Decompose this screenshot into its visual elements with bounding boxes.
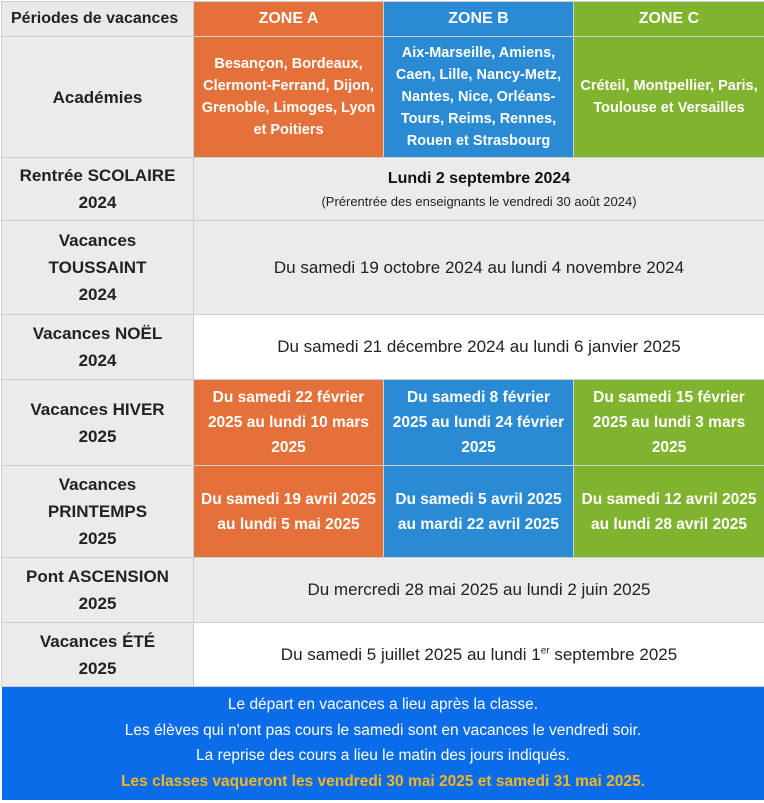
zone-b-hiver: Du samedi 8 février 2025 au lundi 24 février 2025 xyxy=(384,380,574,466)
zone-c-printemps: Du samedi 12 avril 2025 au lundi 28 avril 2025 xyxy=(574,466,764,558)
zone-a-header: ZONE A xyxy=(194,2,384,37)
printemps-row xyxy=(2,466,764,558)
zone-c-header: ZONE C xyxy=(574,2,764,37)
ete-dates-end: septembre 2025 xyxy=(550,645,678,664)
ascension-row xyxy=(2,558,764,623)
ete-label xyxy=(2,623,194,687)
rentree-label-line2: 2024 xyxy=(2,189,193,216)
footer-line-1: Le départ en vacances a lieu après la classe. xyxy=(2,692,764,718)
academies-label: Académies xyxy=(2,37,194,158)
ascension-label xyxy=(2,558,194,623)
noel-label-line1: Vacances NOËL xyxy=(2,320,193,347)
toussaint-label-line3: 2024 xyxy=(2,281,193,308)
ete-label-line2: 2025 xyxy=(2,655,193,682)
rentree-row xyxy=(2,158,764,221)
noel-dates: Du samedi 21 décembre 2024 au lundi 6 janvier 2025 xyxy=(194,315,764,380)
zone-b-academies: Aix-Marseille, Amiens, Caen, Lille, Nancy-Metz, Nantes, Nice, Orléans-Tours, Reims, Rennes, Rouen et Strasbourg xyxy=(384,37,574,158)
hiver-label-line1: Vacances HIVER xyxy=(2,396,193,423)
printemps-label-line1: Vacances xyxy=(2,471,193,498)
periods-header: Périodes de vacances xyxy=(2,2,194,37)
zone-a-hiver: Du samedi 22 février 2025 au lundi 10 mars 2025 xyxy=(194,380,384,466)
noel-label-line2: 2024 xyxy=(2,347,193,374)
ascension-label-line2: 2025 xyxy=(2,590,193,617)
zone-b-printemps: Du samedi 5 avril 2025 au mardi 22 avril 2025 xyxy=(384,466,574,558)
header-row xyxy=(2,2,764,37)
ascension-label-line1: Pont ASCENSION xyxy=(2,563,193,590)
footer-warning: Les classes vaqueront les vendredi 30 mai 2025 et samedi 31 mai 2025. xyxy=(2,769,764,795)
zone-c-academies: Créteil, Montpellier, Paris, Toulouse et Versailles xyxy=(574,37,764,158)
school-holidays-table xyxy=(1,1,764,800)
hiver-label xyxy=(2,380,194,466)
toussaint-row xyxy=(2,221,764,315)
academies-row xyxy=(2,37,764,158)
printemps-label-line3: 2025 xyxy=(2,525,193,552)
rentree-date: Lundi 2 septembre 2024 xyxy=(194,166,764,192)
toussaint-label-line2: TOUSSAINT xyxy=(2,254,193,281)
noel-row xyxy=(2,315,764,380)
toussaint-dates: Du samedi 19 octobre 2024 au lundi 4 novembre 2024 xyxy=(194,221,764,315)
zone-a-academies: Besançon, Bordeaux, Clermont-Ferrand, Dijon, Grenoble, Limoges, Lyon et Poitiers xyxy=(194,37,384,158)
hiver-label-line2: 2025 xyxy=(2,423,193,450)
zone-b-header: ZONE B xyxy=(384,2,574,37)
footer-notes xyxy=(2,687,764,801)
noel-label xyxy=(2,315,194,380)
ete-row xyxy=(2,623,764,687)
rentree-note: (Prérentrée des enseignants le vendredi 30 août 2024) xyxy=(194,192,764,212)
footer-line-3: La reprise des cours a lieu le matin des jours indiqués. xyxy=(2,743,764,769)
ete-dates-ordinal: er xyxy=(541,645,550,656)
toussaint-label-line1: Vacances xyxy=(2,227,193,254)
rentree-label xyxy=(2,158,194,221)
printemps-label xyxy=(2,466,194,558)
printemps-label-line2: PRINTEMPS xyxy=(2,498,193,525)
ascension-dates: Du mercredi 28 mai 2025 au lundi 2 juin 2025 xyxy=(194,558,764,623)
ete-label-line1: Vacances ÉTÉ xyxy=(2,628,193,655)
zone-a-printemps: Du samedi 19 avril 2025 au lundi 5 mai 2025 xyxy=(194,466,384,558)
toussaint-label xyxy=(2,221,194,315)
footer-line-2: Les élèves qui n'ont pas cours le samedi sont en vacances le vendredi soir. xyxy=(2,718,764,744)
hiver-row xyxy=(2,380,764,466)
ete-dates xyxy=(194,623,764,687)
zone-c-hiver: Du samedi 15 février 2025 au lundi 3 mars 2025 xyxy=(574,380,764,466)
rentree-dates xyxy=(194,158,764,221)
rentree-label-line1: Rentrée SCOLAIRE xyxy=(2,162,193,189)
ete-dates-start: Du samedi 5 juillet 2025 au lundi 1 xyxy=(281,645,541,664)
footer-row xyxy=(2,687,764,801)
